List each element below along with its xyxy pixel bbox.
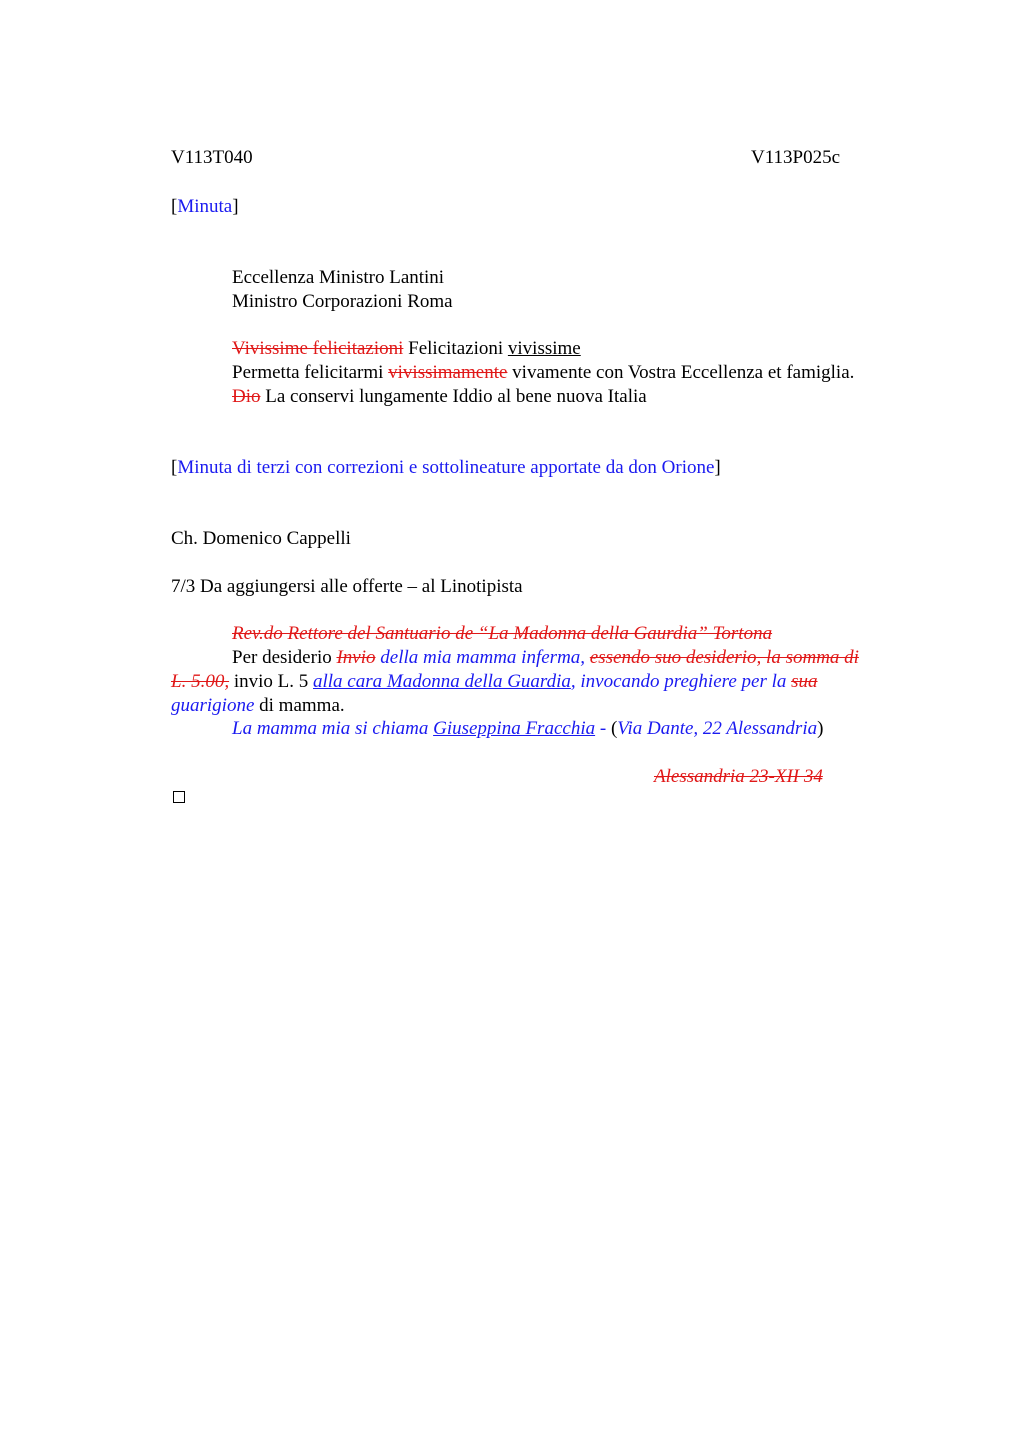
body-text: di mamma.: [254, 695, 345, 716]
underlined-text: vivissime: [507, 338, 581, 359]
body-text: vivamente con Vostra Eccellenza et famiglia.: [507, 362, 855, 383]
paren-close: ): [817, 718, 824, 739]
body-text: Felicitazioni: [403, 338, 508, 359]
paren-open: (: [610, 718, 618, 739]
bracket-close: ]: [232, 196, 239, 217]
letter-line-1: [232, 646, 859, 670]
added-text: , invocando preghiere per la: [570, 671, 792, 692]
deleted-text: Vivissime felicitazioni: [232, 338, 404, 359]
telegram-line-3: [232, 385, 647, 409]
added-text: -: [595, 718, 611, 739]
place-date-deleted: Alessandria 23-XII 34: [654, 766, 823, 787]
added-text: guarigione: [171, 695, 255, 716]
section-label-text: Minuta di terzi con correzioni e sottolineature apportate da don Orione: [177, 457, 715, 478]
address-line-2: Ministro Corporazioni Roma: [232, 291, 453, 312]
body-text: invio L. 5: [229, 671, 313, 692]
body-text: Per desiderio: [232, 647, 337, 668]
recipient-deleted: Rev.do Rettore del Santuario de “La Madonna della Gaurdia” Tortona: [232, 623, 773, 644]
document-code-left: V113T040: [171, 147, 253, 168]
deleted-text: vivissimamente: [388, 362, 508, 383]
empty-square-icon: [173, 791, 185, 803]
letter-line-3: [171, 694, 345, 718]
telegram-line-2: [232, 361, 854, 385]
document-code-right: V113P025c: [751, 147, 841, 168]
deleted-text: L. 5.00,: [171, 671, 230, 692]
bracket-open: [: [171, 196, 178, 217]
added-underlined-text: Giuseppina Fracchia: [433, 718, 596, 739]
added-text: della mia mamma inferma,: [375, 647, 590, 668]
letter-line-4: [232, 717, 823, 741]
section-label-text: Minuta: [177, 196, 233, 217]
body-text: La conservi lungamente Iddio al bene nuova Italia: [260, 386, 647, 407]
deleted-text: essendo suo desiderio, la somma di: [589, 647, 859, 668]
deleted-text: Dio: [232, 386, 261, 407]
deleted-text: sua: [791, 671, 818, 692]
telegram-line-1: [232, 337, 581, 361]
body-text: Permetta felicitarmi: [232, 362, 389, 383]
letter-line-2: [171, 670, 818, 694]
added-text: Via Dante, 22 Alessandria: [617, 718, 818, 739]
bracket-open: [: [171, 457, 178, 478]
section-label-minuta-terzi: [171, 456, 721, 480]
address-line-1: Eccellenza Ministro Lantini: [232, 267, 445, 288]
sender-name: Ch. Domenico Cappelli: [171, 528, 351, 549]
linotype-note: 7/3 Da aggiungersi alle offerte – al Linotipista: [171, 576, 523, 597]
added-underlined-text: alla cara Madonna della Guardia: [313, 671, 571, 692]
deleted-text: Invio: [336, 647, 376, 668]
bracket-close: ]: [714, 457, 721, 478]
section-label-minuta: [171, 195, 239, 219]
added-text: La mamma mia si chiama: [232, 718, 434, 739]
